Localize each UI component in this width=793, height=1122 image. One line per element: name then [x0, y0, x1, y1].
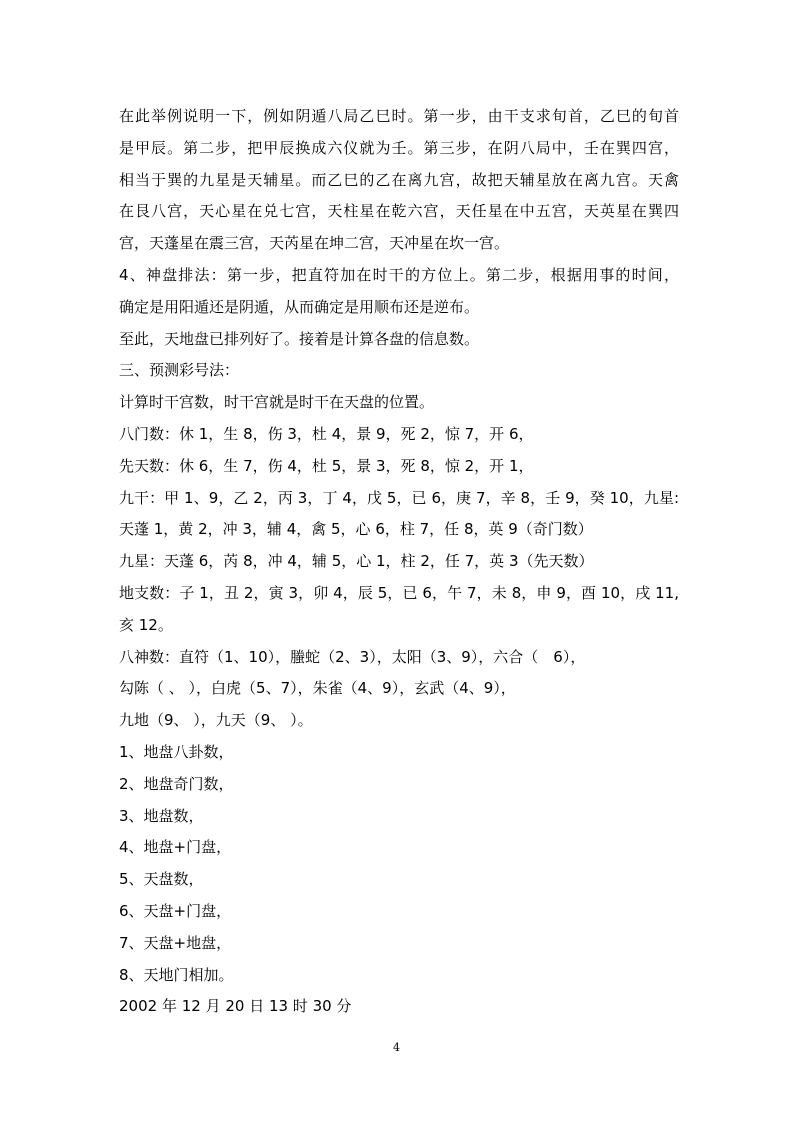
- list-item: 8、天地门相加。: [119, 965, 234, 984]
- text-line: 在艮八宫，天心星在兑七宫，天柱星在乾六宫，天任星在中五宫，天英星在巽四: [119, 202, 679, 221]
- text-line: 天蓬 1，黄 2，冲 3，辅 4，禽 5，心 6，柱 7，任 8，英 9（奇门数）: [119, 520, 593, 539]
- list-item: 5、天盘数，: [119, 870, 204, 889]
- text-line: 九地（9、 ），九天（9、 ）。: [119, 711, 313, 730]
- text-line: 九干：甲 1、9，乙 2，丙 3，丁 4，戊 5，已 6，庚 7，辛 8，壬 9，癸 10，九星:: [119, 488, 679, 507]
- text-line: 地支数：子 1，丑 2，寅 3，卯 4，辰 5，已 6，午 7，未 8，申 9，酉 10，戌 11,: [119, 583, 679, 602]
- text-line: 八神数：直符（1、10），螣蛇（2、3），太阳（3、9），六合（ 6），: [119, 647, 586, 666]
- date-line: 2002 年 12 月 20 日 13 时 30 分: [119, 997, 352, 1016]
- text-line: 亥 12。: [119, 615, 173, 634]
- body-text: [119, 101, 679, 1023]
- text-line: 4、神盘排法：第一步，把直符加在时干的方位上。第二步，根据用事的时间，: [119, 265, 679, 284]
- text-line: 相当于巽的九星是天辅星。而乙巳的乙在离九宫，故把天辅星放在离九宫。天禽: [119, 170, 679, 189]
- list-item: 3、地盘数，: [119, 806, 204, 825]
- list-item: 1、地盘八卦数，: [119, 742, 234, 761]
- text-line: 九星：天蓬 6，芮 8，冲 4，辅 5，心 1，柱 2，任 7，英 3（先天数）: [119, 552, 594, 571]
- text-line: 是甲辰。第二步，把甲辰换成六仪就为壬。第三步，在阴八局中，壬在巽四宫，: [119, 138, 679, 157]
- list-item: 4、地盘+门盘，: [119, 838, 232, 857]
- text-line: 先天数：休 6，生 7，伤 4，杜 5，景 3，死 8，惊 2，开 1，: [119, 456, 534, 475]
- text-line: 确定是用阳遁还是阴遁，从而确定是用顺布还是逆布。: [119, 297, 480, 316]
- section-heading: 三、预测彩号法：: [119, 361, 240, 380]
- page-number: 4: [393, 1041, 400, 1054]
- text-line: 八门数：休 1，生 8，伤 3，杜 4，景 9，死 2，惊 7，开 6，: [119, 424, 534, 443]
- text-line: 在此举例说明一下，例如阴遁八局乙巳时。第一步，由干支求旬首，乙巳的旬首: [119, 107, 679, 125]
- text-line: 勾陈（ 、 ），白虎（5、7），朱雀（4、9），玄武（4、9），: [119, 679, 516, 698]
- text-line: 至此，天地盘已排列好了。接着是计算各盘的信息数。: [119, 329, 480, 348]
- list-item: 6、天盘+门盘，: [119, 901, 232, 920]
- list-item: 7、天盘+地盘，: [119, 933, 232, 952]
- text-line: 计算时干宫数，时干宫就是时干在天盘的位置。: [119, 393, 435, 412]
- list-item: 2、地盘奇门数，: [119, 774, 234, 793]
- text-line: 宫，天蓬星在震三宫，天芮星在坤二宫，天冲星在坎一宫。: [119, 234, 510, 253]
